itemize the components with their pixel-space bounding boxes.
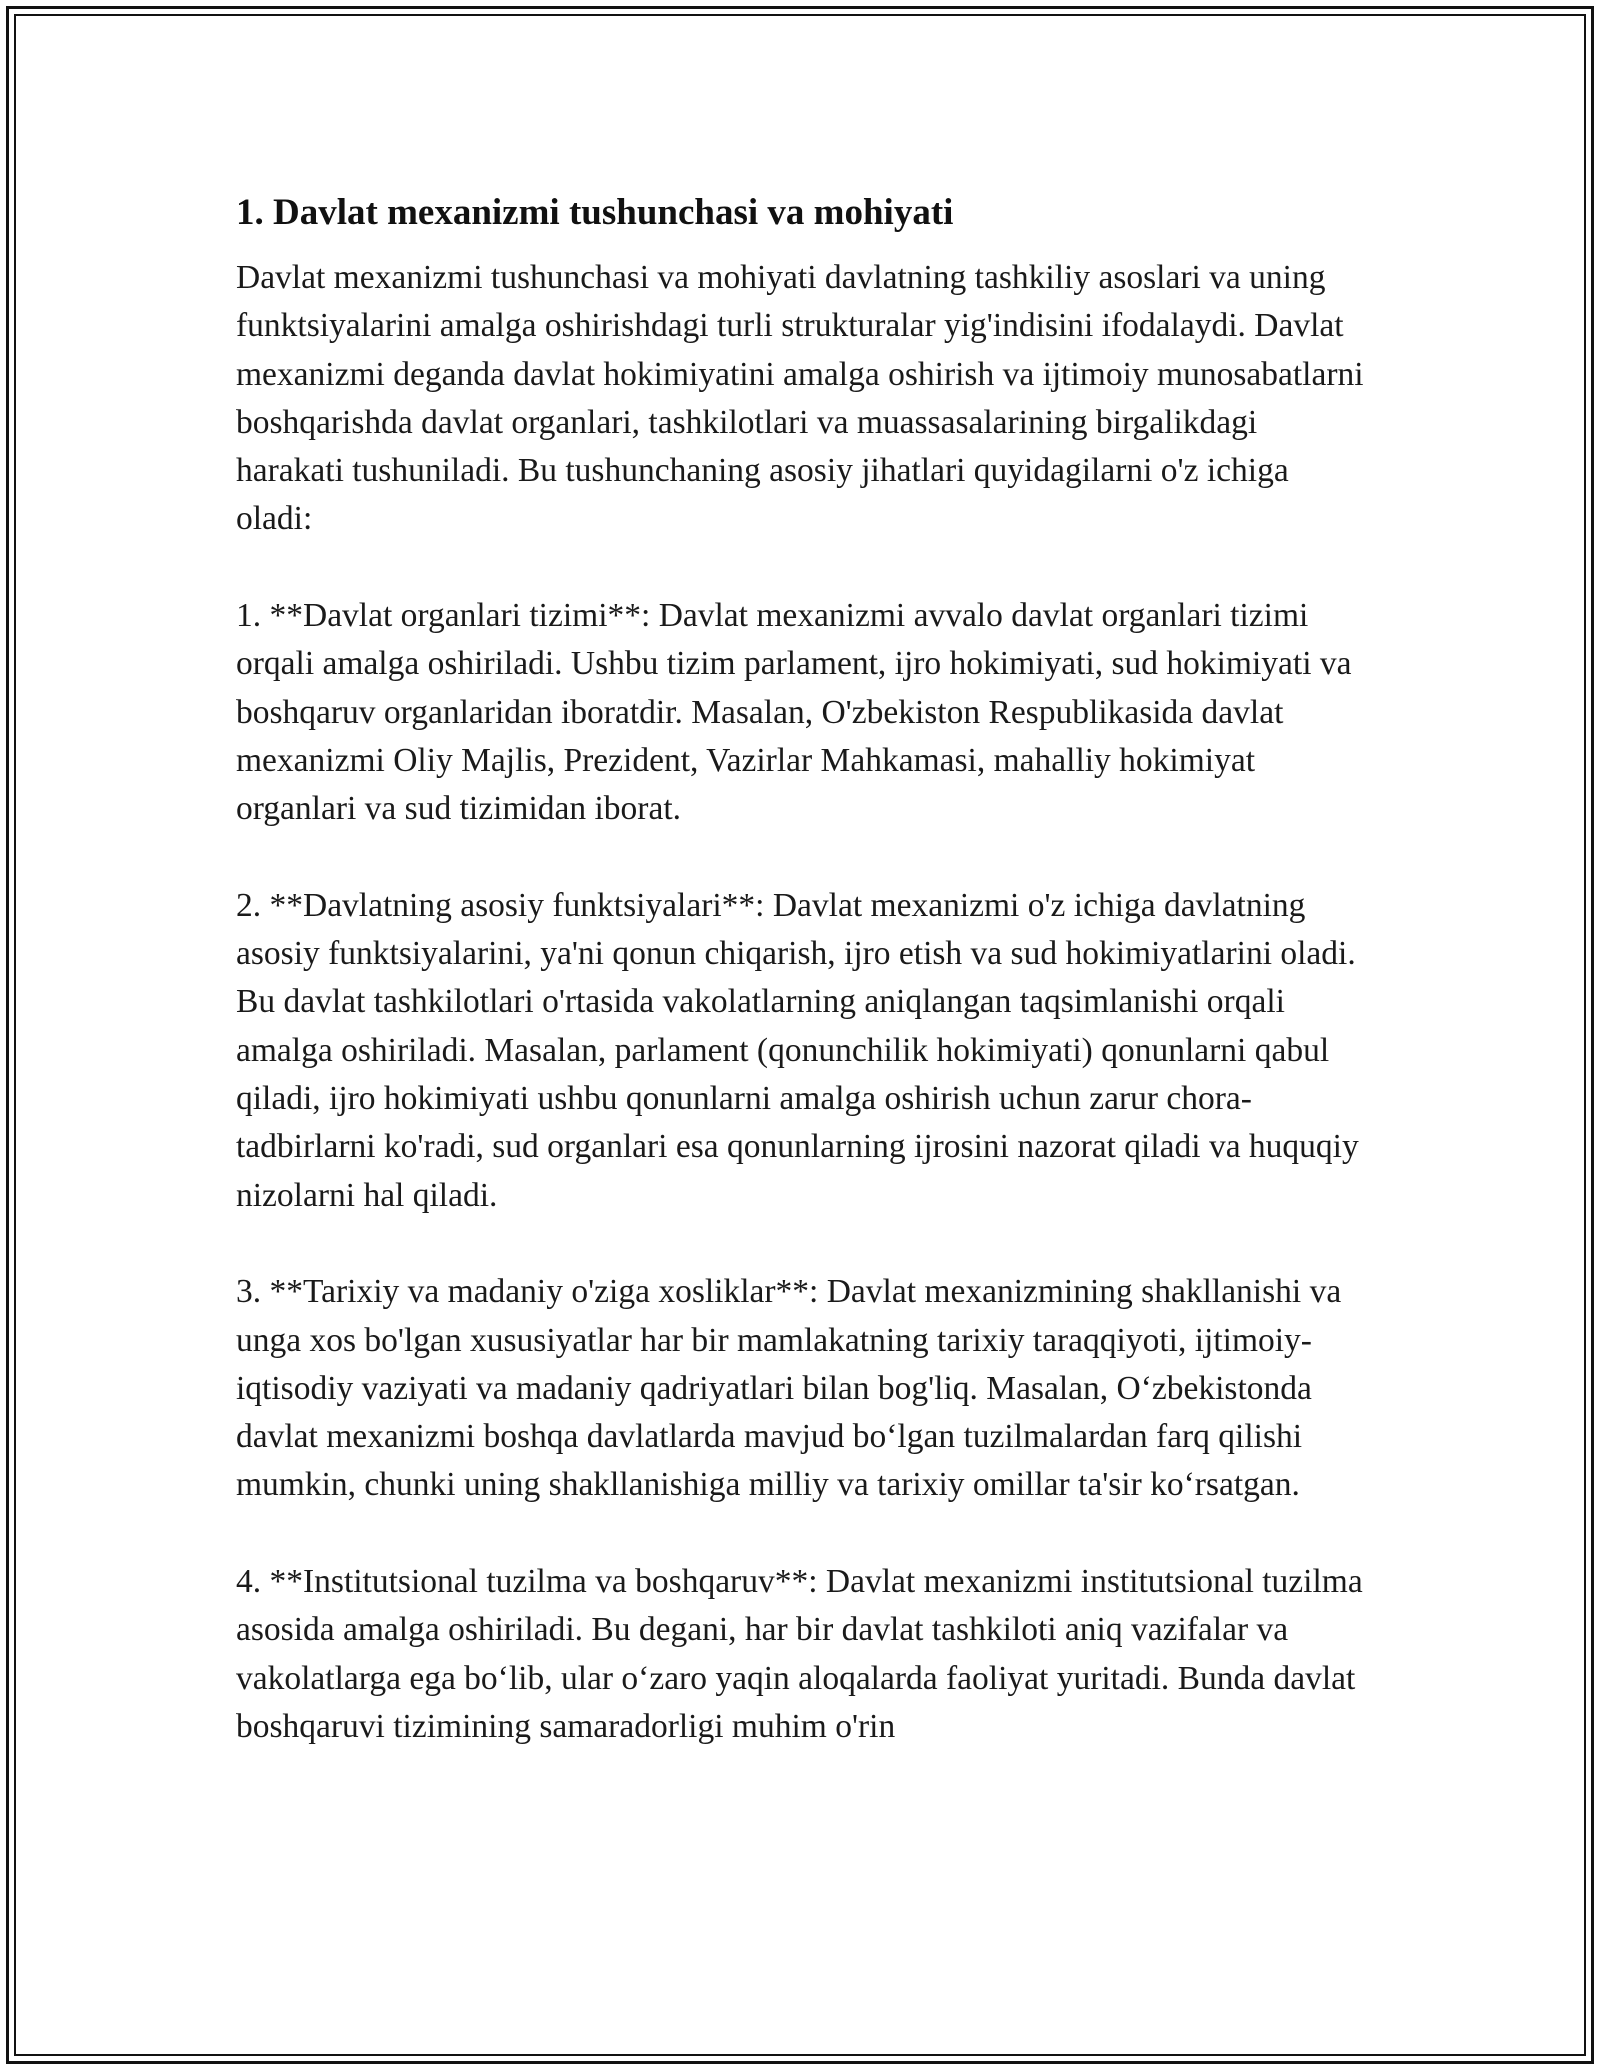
list-item-paragraph-4: 4. **Institutsional tuzilma va boshqaruv**: Davlat mexanizmi institutsional tuzilma asosida amalga oshiriladi. Bu degani, har bir davlat tashkiloti aniq vazifalar va vakolatlarga ega bo‘lib, ular o‘zaro yaqin aloqalarda faoliyat yuritadi. Bunda davlat boshqaruvi tizimining samaradorligi muhim o'rin (236, 1563, 1363, 1745)
list-item-paragraph-1: 1. **Davlat organlari tizimi**: Davlat mexanizmi avvalo davlat organlari tizimi orqali amalga oshiriladi. Ushbu tizim parlament, ijro hokimiyati, sud hokimiyati va boshqaruv organlaridan iboratdir. Masalan, O'zbekiston Respublikasida davlat mexanizmi Oliy Majlis, Prezident, Vazirlar Mahkamasi, mahalliy hokimiyat organlari va sud tizimidan iborat. (236, 597, 1352, 828)
section-heading: 1. Davlat mexanizmi tushunchasi va mohiyati (236, 192, 954, 233)
list-item-paragraph-3: 3. **Tarixiy va madaniy o'ziga xosliklar**: Davlat mexanizmining shakllanishi va unga xos bo'lgan xususiyatlar har bir mamlakatning tarixiy taraqqiyoti, ijtimoiy-iqtisodiy vaziyati va madaniy qadriyatlari bilan bog'liq. Masalan, O‘zbekistonda davlat mexanizmi boshqa davlatlarda mavjud bo‘lgan tuzilmalardan farq qilishi mumkin, chunki uning shakllanishiga milliy va tarixiy omillar ta'sir ko‘rsatgan. (236, 1273, 1342, 1504)
intro-paragraph: Davlat mexanizmi tushunchasi va mohiyati davlatning tashkiliy asoslari va uning funktsiyalarini amalga oshirishdagi turli strukturalar yig'indisini ifodalaydi. Davlat mexanizmi deganda davlat hokimiyatini amalga oshirish va ijtimoiy munosabatlarni boshqarishda davlat organlari, tashkilotlari va muassasalarining birgalikdagi harakati tushuniladi. Bu tushunchaning asosiy jihatlari quyidagilarni o'z ichiga oladi: (236, 259, 1364, 538)
document-body (236, 186, 1366, 1800)
list-item-paragraph-2: 2. **Davlatning asosiy funktsiyalari**: Davlat mexanizmi o'z ichiga davlatning asosiy funktsiyalarini, ya'ni qonun chiqarish, ijro etish va sud hokimiyatlarini oladi. Bu davlat tashkilotlari o'rtasida vakolatlarning aniqlangan taqsimlanishi orqali amalga oshiriladi. Masalan, parlament (qonunchilik hokimiyati) qonunlarni qabul qiladi, ijro hokimiyati ushbu qonunlarni amalga oshirish uchun zarur chora-tadbirlarni ko'radi, sud organlari esa qonunlarning ijrosini nazorat qiladi va huquqiy nizolarni hal qiladi. (236, 886, 1359, 1214)
